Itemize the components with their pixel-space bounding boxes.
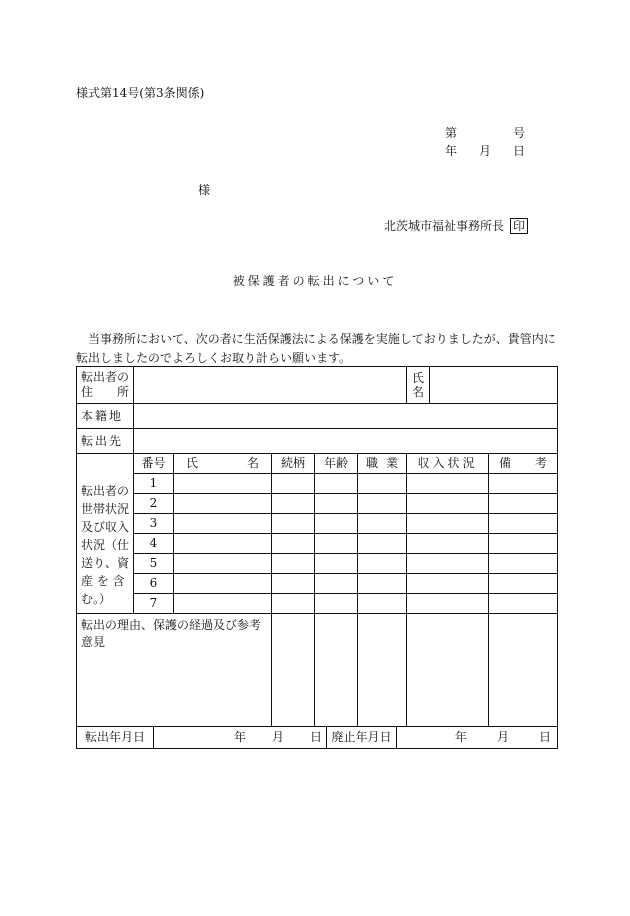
col-age: 年齢 <box>315 454 358 474</box>
reason-row <box>77 614 558 727</box>
date-month: 月 <box>478 144 491 158</box>
relation-cell[interactable] <box>272 534 315 554</box>
remarks-cell[interactable] <box>489 474 558 494</box>
table-row <box>77 534 558 554</box>
reason-relation-col[interactable] <box>272 614 315 727</box>
address-label: 転出者の 住 所 <box>77 367 134 404</box>
reason-label: 転出の理由、保護の経過及び参考意見 <box>81 618 262 649</box>
reason-age-col[interactable] <box>315 614 358 727</box>
income-cell[interactable] <box>407 574 489 594</box>
income-cell[interactable] <box>407 474 489 494</box>
table-row <box>77 514 558 534</box>
age-cell[interactable] <box>315 514 358 534</box>
age-cell[interactable] <box>315 534 358 554</box>
age-cell[interactable] <box>315 474 358 494</box>
destination-value[interactable] <box>134 429 558 454</box>
seal-mark: 印 <box>510 218 528 234</box>
row-number: 5 <box>134 554 174 574</box>
age-cell[interactable] <box>315 554 358 574</box>
relation-cell[interactable] <box>272 494 315 514</box>
member-name-cell[interactable] <box>174 574 272 594</box>
age-cell[interactable] <box>315 574 358 594</box>
sender-name: 北茨城市福祉事務所長 <box>384 219 505 233</box>
form-number-label: 様式第14号(第3条関係) <box>76 86 205 100</box>
date-year: 年 <box>445 144 458 158</box>
table-row <box>77 574 558 594</box>
income-cell[interactable] <box>407 494 489 514</box>
col-income: 収入状況 <box>407 454 489 474</box>
occupation-cell[interactable] <box>358 554 407 574</box>
abolish-date-value[interactable]: 年 月 日 <box>454 730 552 744</box>
table-row <box>77 554 558 574</box>
destination-label: 転 出 先 <box>77 429 134 454</box>
occupation-cell[interactable] <box>358 494 407 514</box>
addressee-honorific: 様 <box>198 183 211 197</box>
age-cell[interactable] <box>315 594 358 614</box>
destination-row <box>77 429 558 454</box>
row-number: 7 <box>134 594 174 614</box>
relation-cell[interactable] <box>272 574 315 594</box>
member-name-cell[interactable] <box>174 474 272 494</box>
document-date <box>445 142 525 159</box>
number-prefix: 第 <box>445 126 458 140</box>
moveout-date-label: 転出年月日 <box>77 727 154 748</box>
relation-cell[interactable] <box>272 514 315 534</box>
domicile-value[interactable] <box>134 404 558 429</box>
table-row <box>77 474 558 494</box>
household-header-row <box>77 454 558 474</box>
occupation-cell[interactable] <box>358 534 407 554</box>
col-occupation: 職 業 <box>358 454 407 474</box>
date-day: 日 <box>512 144 525 158</box>
income-cell[interactable] <box>407 554 489 574</box>
row-number: 6 <box>134 574 174 594</box>
domicile-label: 本 籍 地 <box>77 404 134 429</box>
occupation-cell[interactable] <box>358 574 407 594</box>
age-cell[interactable] <box>315 494 358 514</box>
remarks-cell[interactable] <box>489 574 558 594</box>
relation-cell[interactable] <box>272 474 315 494</box>
income-cell[interactable] <box>407 534 489 554</box>
remarks-cell[interactable] <box>489 514 558 534</box>
remarks-cell[interactable] <box>489 534 558 554</box>
row-number: 4 <box>134 534 174 554</box>
row-number: 3 <box>134 514 174 534</box>
income-cell[interactable] <box>407 594 489 614</box>
reason-occupation-col[interactable] <box>358 614 407 727</box>
member-name-cell[interactable] <box>174 554 272 574</box>
table-row <box>77 494 558 514</box>
row-number: 2 <box>134 494 174 514</box>
member-name-cell[interactable] <box>174 534 272 554</box>
relation-cell[interactable] <box>272 554 315 574</box>
name-value[interactable] <box>430 367 557 403</box>
sender <box>384 217 528 234</box>
income-cell[interactable] <box>407 514 489 534</box>
table-row <box>77 594 558 614</box>
row-number: 1 <box>134 474 174 494</box>
remarks-cell[interactable] <box>489 494 558 514</box>
col-relation: 続柄 <box>272 454 315 474</box>
date-row <box>77 727 558 749</box>
remarks-cell[interactable] <box>489 554 558 574</box>
occupation-cell[interactable] <box>358 514 407 534</box>
name-label: 氏 名 <box>407 367 430 403</box>
document-number <box>445 124 525 141</box>
abolish-date-label: 廃止年月日 <box>327 727 397 748</box>
member-name-cell[interactable] <box>174 494 272 514</box>
reason-remarks-col[interactable] <box>489 614 558 727</box>
remarks-cell[interactable] <box>489 594 558 614</box>
document-title: 被保護者の転出について <box>232 274 398 288</box>
body-text: 当事務所において、次の者に生活保護法による保護を実施しておりましたが、貴管内に転出しましたのでよろしくお取り計らい願います。 <box>76 332 556 365</box>
occupation-cell[interactable] <box>358 594 407 614</box>
reason-income-col[interactable] <box>407 614 489 727</box>
relation-cell[interactable] <box>272 594 315 614</box>
household-label: 転出者の 世帯状況 及び収入 状況（仕 送り、資 産 を 含 む。） <box>77 454 134 614</box>
member-name-cell[interactable] <box>174 514 272 534</box>
col-name: 氏 名 <box>174 454 272 474</box>
domicile-row <box>77 404 558 429</box>
col-number: 番号 <box>134 454 174 474</box>
occupation-cell[interactable] <box>358 474 407 494</box>
address-value[interactable] <box>134 367 407 404</box>
member-name-cell[interactable] <box>174 594 272 614</box>
number-suffix: 号 <box>512 126 525 140</box>
reason-cell[interactable] <box>77 614 272 727</box>
transfer-table <box>76 366 558 749</box>
moveout-date-value[interactable]: 年 月 日 <box>154 727 327 748</box>
address-row <box>77 367 558 404</box>
col-remarks: 備 考 <box>489 454 558 474</box>
